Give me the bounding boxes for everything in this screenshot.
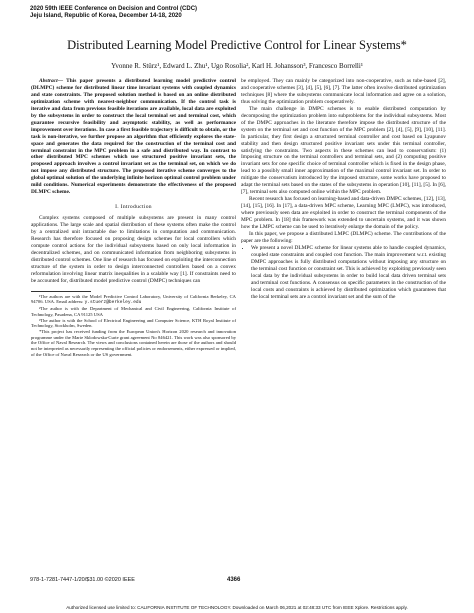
contribution-item: • We present a novel DLMPC scheme for linear systems able to handle coupled dynamics, coupled state constraints and coupled cost function. The main improvement w.r.t. existing DMPC approaches is fully distributed computations without imposing any structure on the terminal cost function or constraint set. This is achieved by exploiting previously seen local data by the individual subsystems in order to build local data driven terminal sets and terminal cost functions. A consensus on specific parameters in the construction of the local costs and constraints is achieved by distributed optimization which guarantees that the local terminal sets are a control invariant set and the sum of the	[251, 245, 446, 301]
left-column	[31, 78, 236, 357]
conference-header	[30, 6, 197, 20]
conference-line-1: 2020 59th IEEE Conference on Decision and Control (CDC)	[30, 6, 198, 12]
footnote-3: ³The author is with the School of Electrical Engineering and Computer Science, KTH Royal Institute of Technology, Stockholm, Sweden.	[31, 317, 236, 329]
abstract-label: Abstract	[39, 78, 58, 84]
right-paragraph-2: The main challenge in DMPC schemes is to enable distributed computation by decomposing the optimization problem into subproblems for the individual subsystems. Most of the DMPC approaches in the literature therefore impose the distributed structure of the system on the terminal set and cost function of the MPC problem [2], [4], [5], [9], [10], [11]. In particular, they first design a structured terminal controller and cost based on Lyapunov stability and then design structured positive invariant sets under this terminal controller, satisfying the constraints. Two aspects in these schemes can lead to conservatism: (1) Imposing structure on the terminal controllers and terminal sets, and (2) computing positive invariant sets for one specific choice of terminal controller which is fixed in the design phase, lead to a possibly small inner approximation of the maximal control invariant set. In order to mitigate the conservatism introduced by the imposed structure, some works have proposed to adapt the terminal sets based on the states of the subsystems in operation [10], [11], [5]. In [6], [7], terminal sets also computed online within the MPC problem.	[241, 105, 446, 196]
footnote-2: ²The author is with the Department of Mechanical and Civil Engineering, California Institute of Technology, Pasadena, CA 91125 USA	[31, 306, 236, 317]
footnote-funding: *This project has received funding from the European Union's Horizon 2020 research and innovation programme under the Marie Sklodowska-Curie grant agreement No 846421. This work was also sponsored by the Office of Naval Research. The views and conclusions contained herein are those of the authors and should not be interpreted as necessarily representing the official policies or endorsements, either expressed or implied, of the Office of Naval Research or the US government.	[31, 328, 236, 357]
right-paragraph-1: be employed. They can mainly be categorized into non-cooperative, such as tube-based [2], and cooperative schemes [3], [4], [5], [6], [7]. The latter often involve distributed optimization techniques [8] where the subsystems communicate local information and agree on a solution, thus solving the optimization problem cooperatively.	[241, 78, 446, 105]
isbn-line: 978-1-7281-7447-1/20/$31.00 ©2020 IEEE	[30, 577, 135, 583]
license-notice: Authorized licensed use limited to: CALIFORNIA INSTITUTE OF TECHNOLOGY. Downloaded on March 06,2021 at 02:48:33 UTC from IEEE Xplore. Restrictions apply.	[66, 605, 408, 610]
author-email-link[interactable]: y.stuerz@berkeley.edu	[84, 300, 142, 306]
right-paragraph-3: Recent research has focused on learning-based and data-driven DMPC schemes, [12], [13], [14], [15], [16]. In [17], a data-driven MPC scheme, Learning MPC (LMPC), was introduced, where previously seen data are exploited in order to construct the terminal components of the MPC problem. In [18] this framework was extended to uncertain systems, and it was shown how the LMPC scheme can be used to iteratively enlarge the domain of the policy.	[241, 196, 446, 231]
abstract	[31, 78, 236, 196]
intro-paragraph-1: Complex systems composed of multiple subsystems are present in many control applications. The large scale and spatial distribution of these systems often make the control by a centralized unit intractable due to limitations in computation and communication. Research has therefore focused on proposing design schemes for local controllers which compute control actions for the individual subsystems based on only local information in decentralized schemes, and on communicated information from neighboring subsystems in distributed control schemes. One line of research has focused on exploiting the interconnection structure of the system in order to design interconnected controllers based on a convex reformulation involving linear matrix inequalities in a scalable way [1]. If constraints need to be accounted for, distributed model predictive control (DMPC) techniques can	[31, 215, 236, 284]
right-paragraph-4: In this paper, we propose a distributed LMPC (DLMPC) scheme. The contributions of the paper are the following:	[241, 230, 446, 244]
author-list: Yvonne R. Stürz¹, Edward L. Zhu¹, Ugo Rosolia², Karl H. Johansson³, Francesco Borrelli¹	[111, 62, 363, 70]
contributions-list	[241, 245, 446, 301]
paper-title: Distributed Learning Model Predictive Control for Linear Systems*	[67, 38, 407, 52]
section-heading-introduction: I. Introduction	[115, 204, 152, 211]
footnotes	[31, 294, 236, 358]
page-number: 4366	[227, 577, 241, 583]
conference-line-2: Jeju Island, Republic of Korea, December 14-18, 2020	[30, 13, 182, 19]
abstract-text: — This paper presents a distributed learning model predictive control (DLMPC) scheme for distributed linear time invariant systems with coupled dynamics and state constraints. The proposed solution method is based on an online distributed optimization scheme with nearest-neighbor communication. If the control task is iterative and data from previous feasible iterations are available, local data are exploited by the subsystems in order to construct the local terminal set and terminal cost, which guarantee recursive feasibility and asymptotic stability, as well as performance improvement over iterations. In case a first feasible trajectory is difficult to obtain, or the task is non-iterative, we further propose an algorithm that efficiently explores the state-space and generates the data required for the construction of the terminal cost and terminal constraint in the MPC problem in a safe and distributed way. In contrast to other distributed MPC schemes which use structured positive invariant sets, the proposed approach involves a control invariant set as the terminal set, on which we do not impose any distributed structure. The proposed iterative scheme converges to the global optimal solution of the underlying infinite horizon optimal control problem under mild conditions. Numerical experiments demonstrate the effectiveness of the proposed DLMPC scheme.	[31, 78, 236, 196]
footnote-1: ¹The authors are with the Model Predictive Control Laboratory, University of California Berkeley, CA 94706. USA. Email address: y.stuerz@berkeley.edu	[31, 293, 236, 306]
footnote-divider	[31, 291, 91, 292]
right-column	[241, 78, 446, 301]
